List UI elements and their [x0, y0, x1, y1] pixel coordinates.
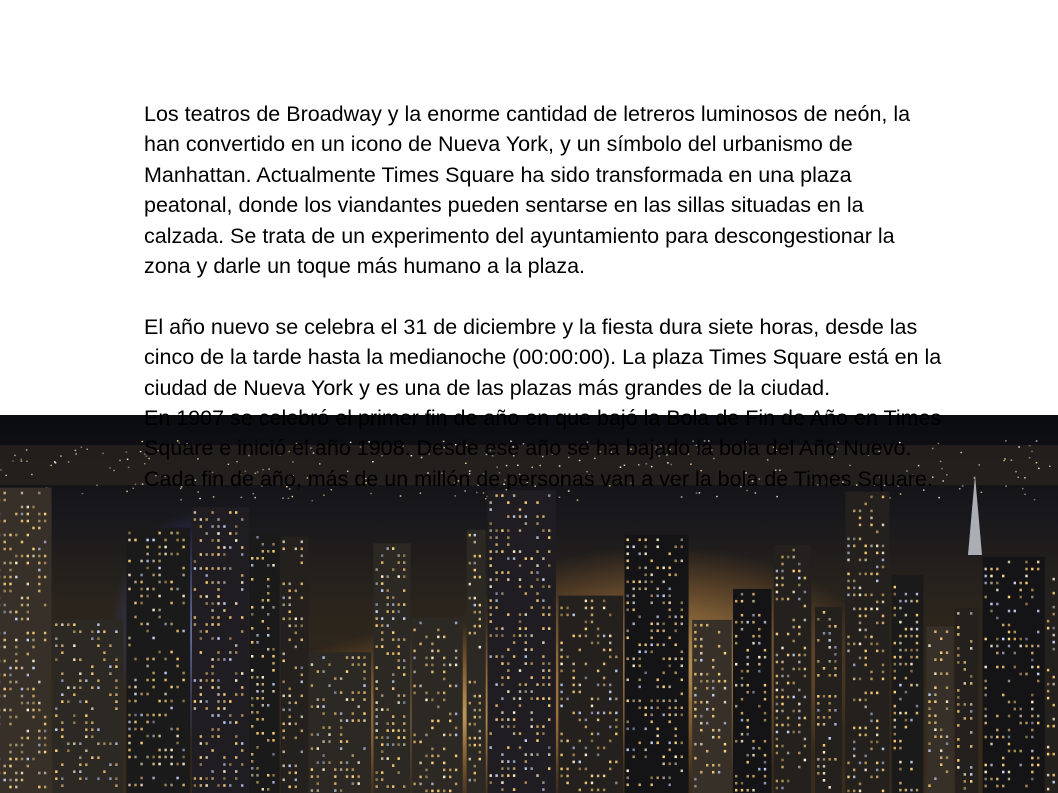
- paragraph-broadway: Los teatros de Broadway y la enorme cantidad de letreros luminosos de neón, la han convertido en un icono de Nueva York, y un símbolo del urbanismo de Manhattan. Actualmente Times Square ha sido transformada en una plaza peatonal, donde los viandantes pueden sentarse en las sillas situadas en la calzada. Se trata de un experimento del ayuntamiento para descongestionar la zona y darle un toque más humano a la plaza.: [144, 102, 911, 279]
- body-text: [144, 99, 944, 494]
- paragraph-new-year: El año nuevo se celebra el 31 de diciembre y la fiesta dura siete horas, desde las cinco de la tarde hasta la medianoche (00:00:00). La plaza Times Square está en la ciudad de Nueva York y es una de las plazas más grandes de la ciudad.: [144, 314, 942, 400]
- paragraph-spacer: [144, 281, 944, 311]
- paragraph-ball-drop: En 1907 se celebró el primer fin de año en que bajó la Bola de Fin de Año en Times Square e inició el año 1908. Desde ese año se ha bajado la bola del Año Nuevo. Cada fin de año, más de un millón de personas van a ver la bola de Times Square.: [144, 406, 942, 491]
